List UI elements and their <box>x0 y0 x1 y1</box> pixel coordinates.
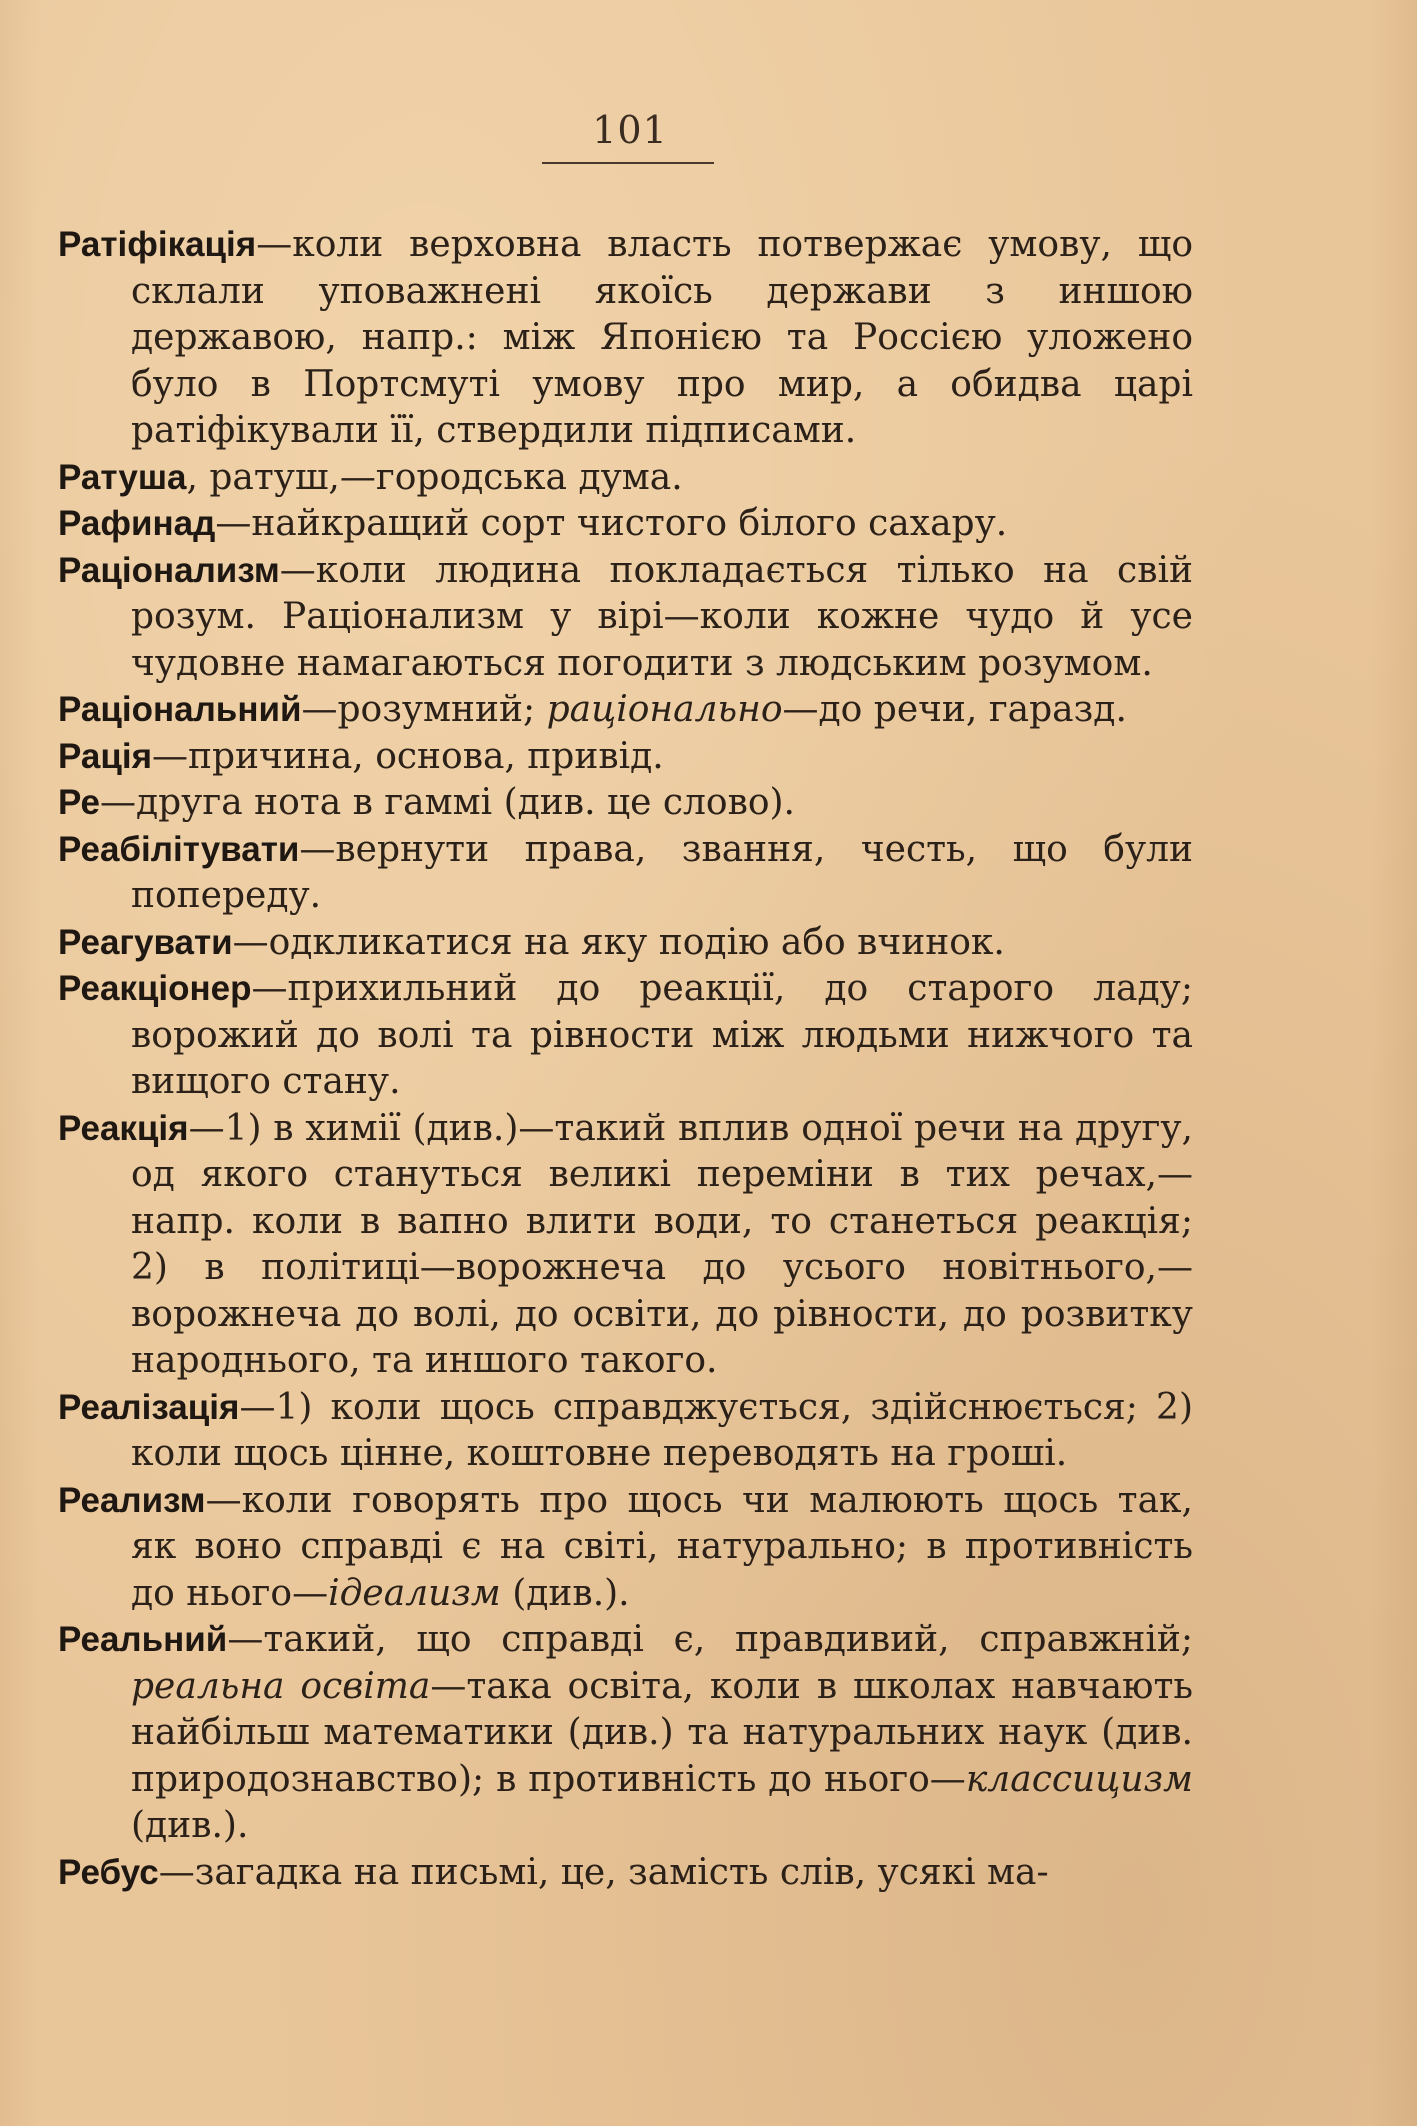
entry-definition-italic: реальна освіта <box>131 1665 431 1707</box>
entry-term: Ратіфікація <box>58 225 257 264</box>
dictionary-entry <box>58 501 1193 548</box>
entry-definition: —коли людина покладається тілько на свій розум. Раціонализм у вірі—коли кожне чудо й усе чудовне намагаються погодити з людським розумом. <box>131 549 1193 684</box>
entry-definition: —такий, що справді є, правдивий, справжній; <box>227 1619 1193 1660</box>
entry-definition: (див.). <box>500 1572 630 1614</box>
entry-term: Рація <box>58 736 153 776</box>
entry-definition: —одкликатися на яку подію або вчинок. <box>232 921 1005 963</box>
entry-definition-italic: раціонально <box>546 689 783 730</box>
entry-definition-italic: ідеализм <box>328 1572 501 1614</box>
page-number-underline <box>542 162 714 164</box>
entry-definition: (див.). <box>131 1805 249 1846</box>
entry-definition: —1) в химії (див.)—такий вплив одної речи на другу, од якого стануться великі переміни в тих речах,—напр. коли в вапно влити води, то станеться реакція; 2) в політиці—ворожнеча до усього новітнього,—ворожнеча до волі, до освіти, до рівности, до розвитку народнього, та иншого такого. <box>131 1107 1193 1381</box>
dictionary-entry <box>58 1385 1193 1478</box>
dictionary-entry <box>58 1850 1193 1897</box>
entry-definition: —розумний; <box>301 689 547 730</box>
entry-definition-italic: классицизм <box>965 1758 1193 1800</box>
entry-definition: —коли верховна власть потвержає умову, що склали уповажнені якоїсь держави з иншою державою, напр.: між Японією та Россією уложено було в Портсмуті умову про мир, а обидва царі ратіфікували її, ствердили підписами. <box>131 224 1193 451</box>
dictionary-entry <box>58 966 1193 1106</box>
dictionary-entries <box>58 222 1193 1896</box>
entry-term: Реалізація <box>58 1387 240 1427</box>
entry-term: Реакціонер <box>58 969 252 1008</box>
entry-term: Реализм <box>58 1480 206 1520</box>
entry-definition: —до речи, гаразд. <box>782 689 1127 730</box>
entry-definition: —така освіта, коли в школах навчають найбільш математики (див.) та натуральних наук (див. природознавство); в противність до нього— <box>131 1665 1193 1800</box>
entry-term: Рафинад <box>58 504 216 543</box>
entry-term: Реагувати <box>58 922 233 962</box>
entry-definition: , ратуш,—городська дума. <box>186 456 683 498</box>
dictionary-entry <box>58 548 1193 688</box>
dictionary-entry <box>58 1478 1193 1618</box>
entry-definition: —найкращий сорт чистого білого сахару. <box>215 503 1008 544</box>
entry-term: Ратуша <box>58 457 187 497</box>
dictionary-entry <box>58 734 1193 781</box>
dictionary-entry <box>58 1106 1193 1385</box>
dictionary-entry <box>58 920 1193 967</box>
dictionary-entry <box>58 780 1193 827</box>
dictionary-entry <box>58 455 1193 502</box>
entry-definition: —1) коли щось справджується, здійснюється; 2) коли щось цінне, коштовне переводять на гроші. <box>131 1386 1193 1474</box>
dictionary-entry <box>58 1617 1193 1850</box>
entry-definition: —прихильний до реакції, до старого ладу; ворожий до волі та рівности між людьми нижчого та вищого стану. <box>131 968 1193 1102</box>
entry-definition: —коли говорять про щось чи малюють щось так, як воно справді є на світі, натурально; в противність до нього— <box>131 1479 1193 1614</box>
entry-term: Раціональний <box>58 690 302 729</box>
entry-term: Реакція <box>58 1108 189 1148</box>
dictionary-entry <box>58 222 1193 455</box>
entry-definition: —вернути права, звання, честь, що були попереду. <box>131 828 1193 916</box>
dictionary-entry <box>58 827 1193 920</box>
entry-term: Ребус <box>58 1852 159 1892</box>
entry-term: Реабілітувати <box>58 829 300 869</box>
dictionary-entry <box>58 687 1193 734</box>
entry-term: Раціонализм <box>58 550 280 590</box>
page-number: 101 <box>592 108 668 152</box>
entry-term: Ре <box>58 783 100 822</box>
entry-definition: —загадка на письмі, це, замість слів, усякі ма- <box>158 1851 1049 1893</box>
entry-definition: —друга нота в гаммі (див. це слово). <box>99 782 795 823</box>
entry-term: Реальний <box>58 1620 228 1659</box>
entry-definition: —причина, основа, привід. <box>152 735 664 777</box>
